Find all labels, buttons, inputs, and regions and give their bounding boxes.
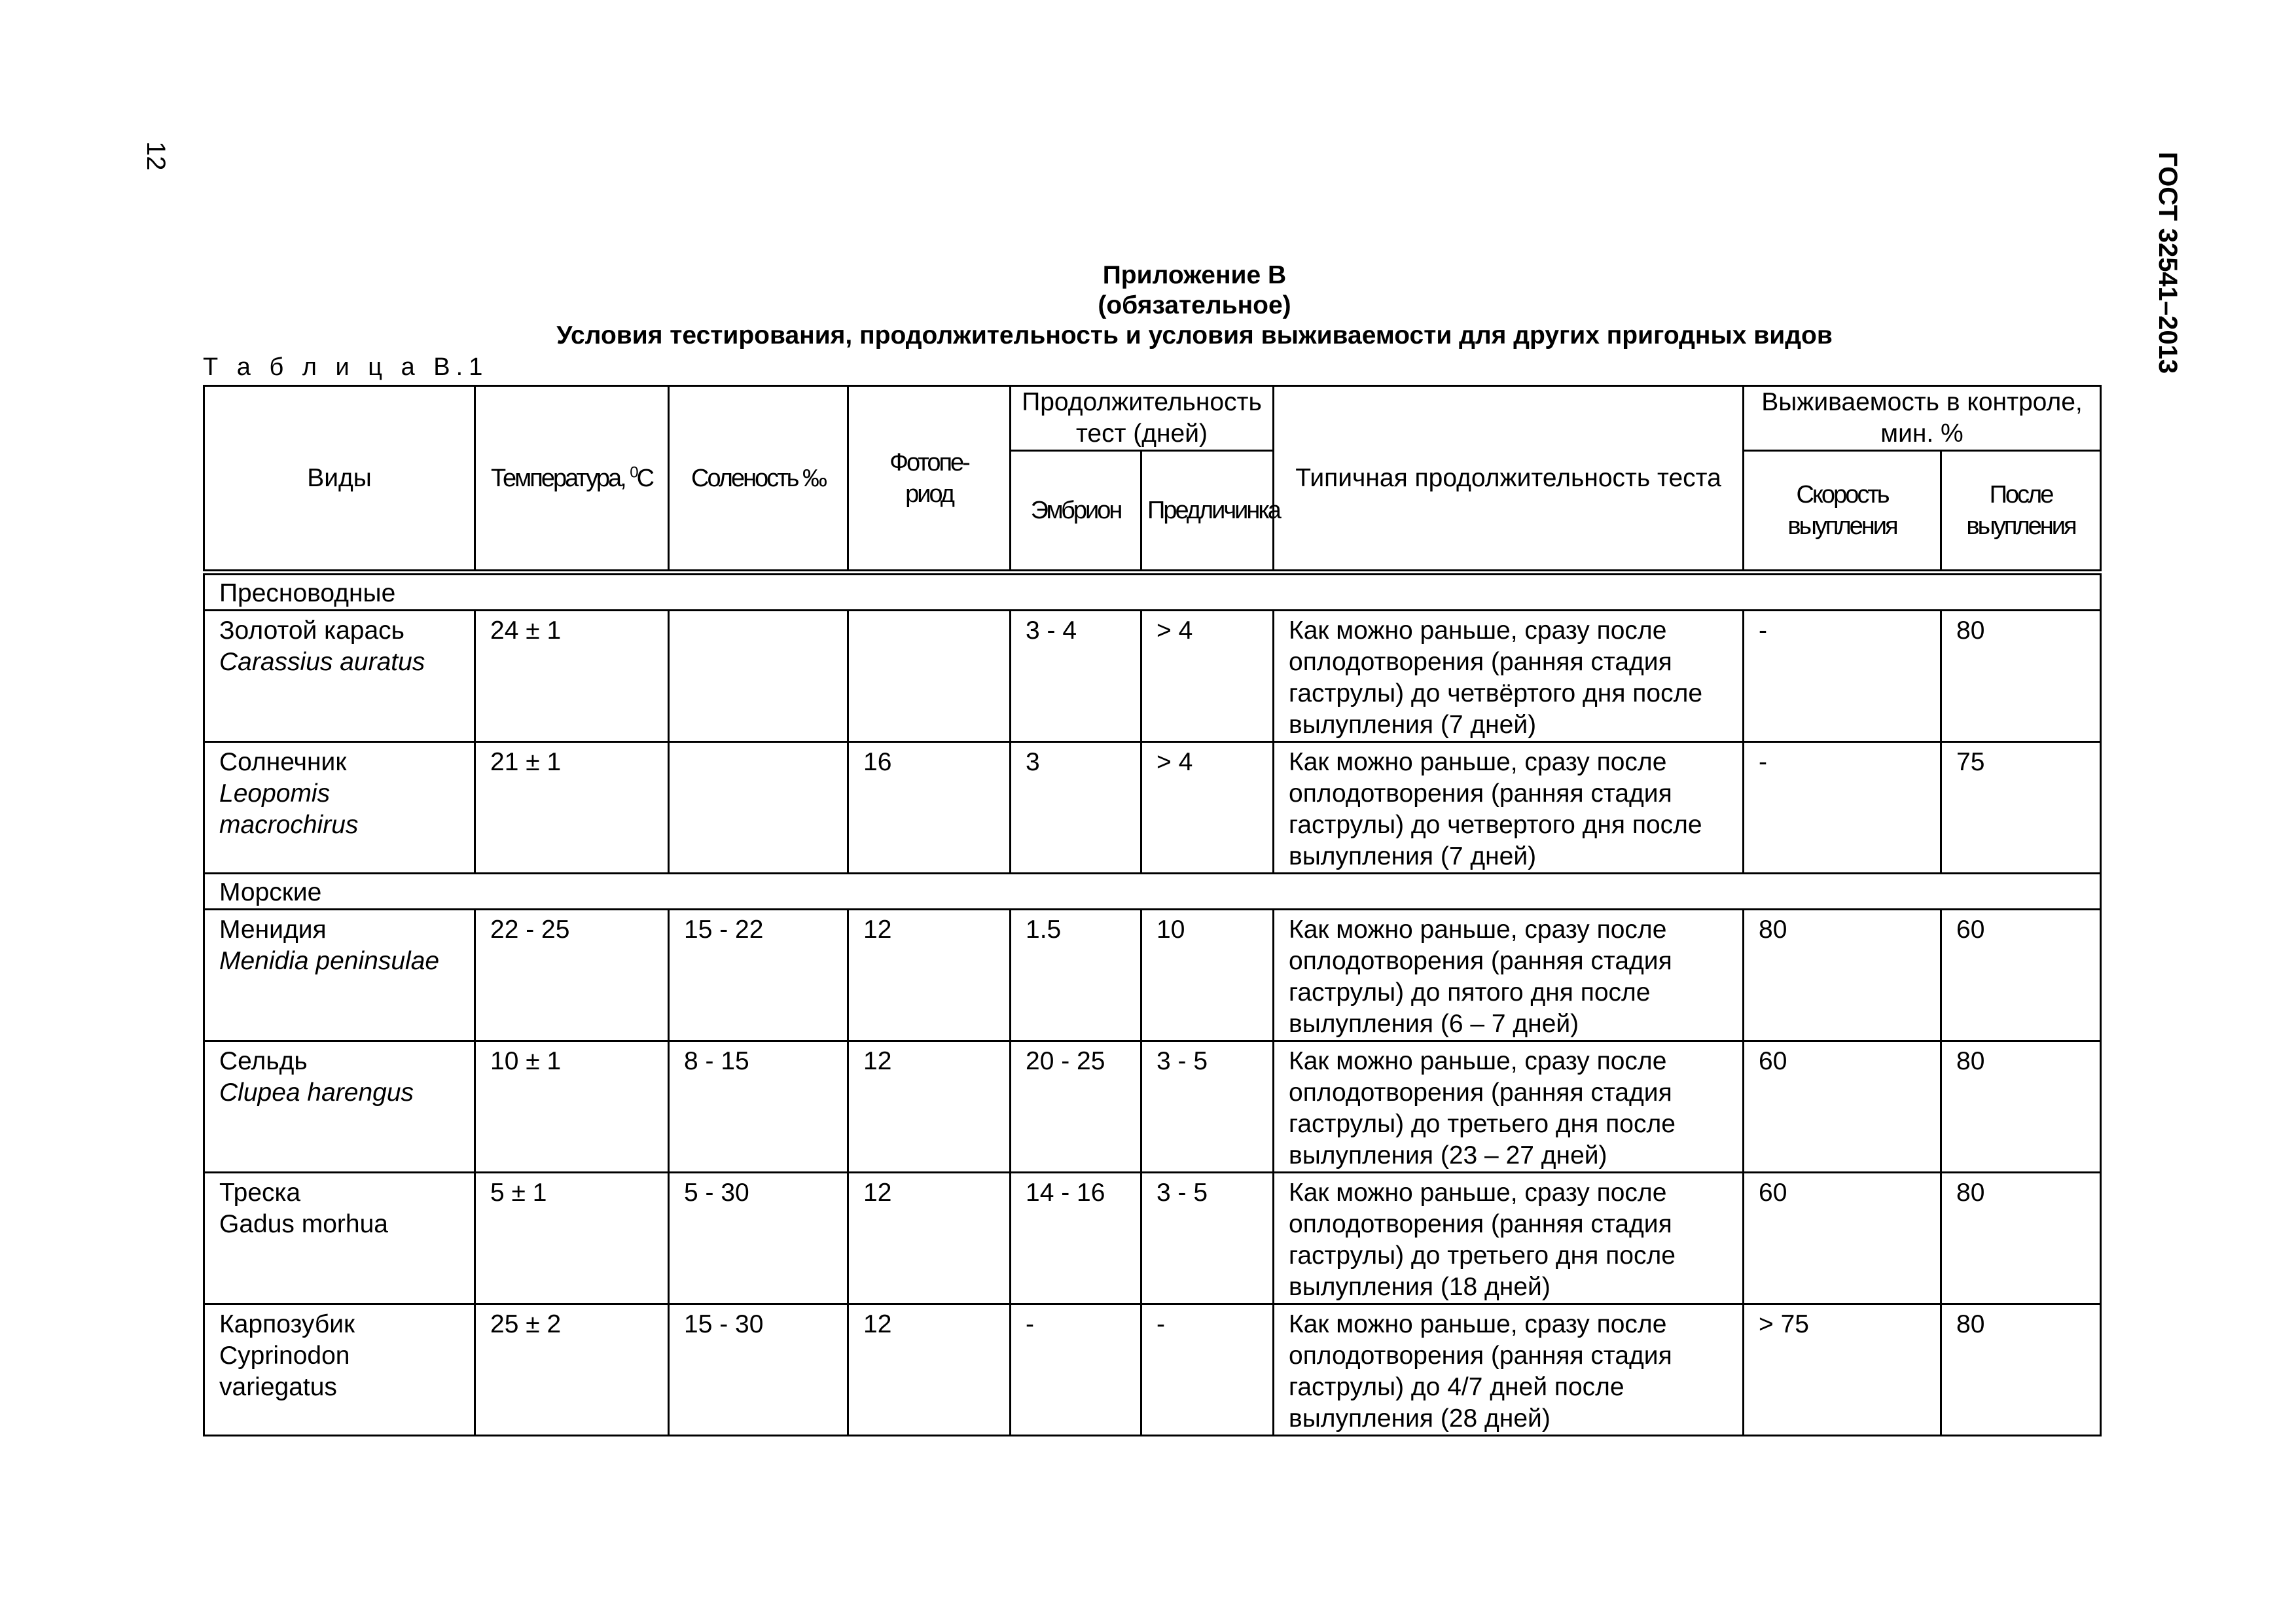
after-cell: 75: [1941, 742, 2101, 874]
species-common-name: Сельдь: [219, 1047, 308, 1075]
typical-cell: Как можно раньше, сразу после оплодотворения (ранняя стадия гаструлы) до третьего дня после вылупления (23 – 27 дней): [1274, 1041, 1744, 1173]
header-salinity: Соленость ‰: [669, 386, 848, 573]
species-cell: [204, 742, 475, 874]
header-temperature-unit: С: [636, 464, 653, 492]
after-cell: 80: [1941, 1173, 2101, 1304]
temperature-cell: 10 ± 1: [475, 1041, 669, 1173]
group-label: Пресноводные: [204, 573, 2101, 611]
hatching-cell: -: [1744, 742, 1941, 874]
hatching-cell: 60: [1744, 1041, 1941, 1173]
table-row: [204, 1041, 2101, 1173]
header-prelarva: Предличинка: [1141, 451, 1274, 573]
appendix-title: Приложение В: [1102, 261, 1287, 289]
header-temperature-degree: 0: [630, 463, 637, 481]
appendix-status: (обязательное): [1098, 291, 1291, 319]
prelarva-cell: 3 - 5: [1141, 1041, 1274, 1173]
species-common-name: Солнечник: [219, 748, 347, 776]
after-cell: 80: [1941, 611, 2101, 742]
typical-cell: Как можно раньше, сразу после оплодотворения (ранняя стадия гаструлы) до четвертого дня после вылупления (7 дней): [1274, 742, 1744, 874]
document-code: ГОСТ 32541–2013: [2153, 152, 2182, 374]
embryo-cell: 14 - 16: [1011, 1173, 1141, 1304]
typical-cell: Как можно раньше, сразу после оплодотворения (ранняя стадия гаструлы) до четвёртого дня после вылупления (7 дней): [1274, 611, 1744, 742]
salinity-cell: [669, 742, 848, 874]
embryo-cell: 1.5: [1011, 910, 1141, 1041]
species-common-name: Менидия: [219, 916, 327, 944]
temperature-cell: 5 ± 1: [475, 1173, 669, 1304]
header-survival-group: Выживаемость в контроле, мин. %: [1744, 386, 2101, 451]
salinity-cell: 8 - 15: [669, 1041, 848, 1173]
appendix-caption: Условия тестирования, продолжительность и условия выживаемости для других пригодных видов: [556, 321, 1833, 349]
after-cell: 80: [1941, 1041, 2101, 1173]
table-label: Т а б л и ц а В.1: [203, 353, 489, 381]
embryo-cell: 20 - 25: [1011, 1041, 1141, 1173]
salinity-cell: 5 - 30: [669, 1173, 848, 1304]
header-embryo: Эмбрион: [1011, 451, 1141, 573]
species-common-name: Треска: [219, 1179, 301, 1207]
embryo-cell: 3 - 4: [1011, 611, 1141, 742]
salinity-cell: [669, 611, 848, 742]
header-temperature-label: Температура,: [490, 464, 630, 492]
species-cell: [204, 1041, 475, 1173]
species-cell: [204, 1173, 475, 1304]
page-number: 12: [141, 141, 170, 171]
after-cell: 60: [1941, 910, 2101, 1041]
photoperiod-cell: 16: [848, 742, 1011, 874]
table-body: [204, 573, 2101, 1436]
header-typical-duration: Типичная продолжительность теста: [1274, 386, 1744, 573]
species-cell: [204, 910, 475, 1041]
table-row: [204, 611, 2101, 742]
salinity-cell: 15 - 30: [669, 1304, 848, 1436]
after-cell: 80: [1941, 1304, 2101, 1436]
table-row: [204, 1304, 2101, 1436]
species-latin-name: Cyprinodon variegatus: [219, 1342, 350, 1401]
species-latin-name: Carassius auratus: [219, 648, 425, 676]
species-latin-name: Menidia peninsulae: [219, 947, 440, 975]
photoperiod-cell: 12: [848, 1041, 1011, 1173]
hatching-cell: 80: [1744, 910, 1941, 1041]
prelarva-cell: 10: [1141, 910, 1274, 1041]
photoperiod-cell: [848, 611, 1011, 742]
hatching-cell: 60: [1744, 1173, 1941, 1304]
table-row: [204, 1173, 2101, 1304]
temperature-cell: 21 ± 1: [475, 742, 669, 874]
species-latin-name: Clupea harengus: [219, 1079, 414, 1107]
photoperiod-cell: 12: [848, 1304, 1011, 1436]
photoperiod-cell: 12: [848, 1173, 1011, 1304]
table-row: [204, 910, 2101, 1041]
embryo-cell: 3: [1011, 742, 1141, 874]
embryo-cell: -: [1011, 1304, 1141, 1436]
group-row: [204, 573, 2101, 611]
hatching-cell: > 75: [1744, 1304, 1941, 1436]
header-photoperiod-line2: риод: [905, 480, 953, 508]
prelarva-cell: > 4: [1141, 742, 1274, 874]
temperature-cell: 25 ± 2: [475, 1304, 669, 1436]
prelarva-cell: > 4: [1141, 611, 1274, 742]
header-temperature: [475, 386, 669, 573]
temperature-cell: 22 - 25: [475, 910, 669, 1041]
header-after-hatching: После выупления: [1941, 451, 2101, 573]
hatching-cell: -: [1744, 611, 1941, 742]
header-duration-group: Продолжительность тест (дней): [1011, 386, 1274, 451]
header-photoperiod-line1: Фотопе-: [889, 448, 969, 476]
group-label: Морские: [204, 874, 2101, 910]
species-common-name: Золотой карась: [219, 616, 404, 645]
temperature-cell: 24 ± 1: [475, 611, 669, 742]
species-common-name: Карпозубик: [219, 1310, 355, 1338]
typical-cell: Как можно раньше, сразу после оплодотворения (ранняя стадия гаструлы) до 4/7 дней после вылупления (28 дней): [1274, 1304, 1744, 1436]
photoperiod-cell: 12: [848, 910, 1011, 1041]
species-cell: [204, 1304, 475, 1436]
prelarva-cell: 3 - 5: [1141, 1173, 1274, 1304]
species-cell: [204, 611, 475, 742]
typical-cell: Как можно раньше, сразу после оплодотворения (ранняя стадия гаструлы) до третьего дня после вылупления (18 дней): [1274, 1173, 1744, 1304]
header-hatching-rate: Скорость выупления: [1744, 451, 1941, 573]
species-latin-name: Gadus morhua: [219, 1210, 388, 1238]
table-row: [204, 742, 2101, 874]
header-photoperiod: [848, 386, 1011, 573]
header-species: Виды: [204, 386, 475, 573]
group-row: [204, 874, 2101, 910]
conditions-table: [203, 385, 2102, 1436]
salinity-cell: 15 - 22: [669, 910, 848, 1041]
prelarva-cell: -: [1141, 1304, 1274, 1436]
typical-cell: Как можно раньше, сразу после оплодотворения (ранняя стадия гаструлы) до пятого дня после вылупления (6 – 7 дней): [1274, 910, 1744, 1041]
species-latin-name: Leopomis macrochirus: [219, 779, 359, 839]
